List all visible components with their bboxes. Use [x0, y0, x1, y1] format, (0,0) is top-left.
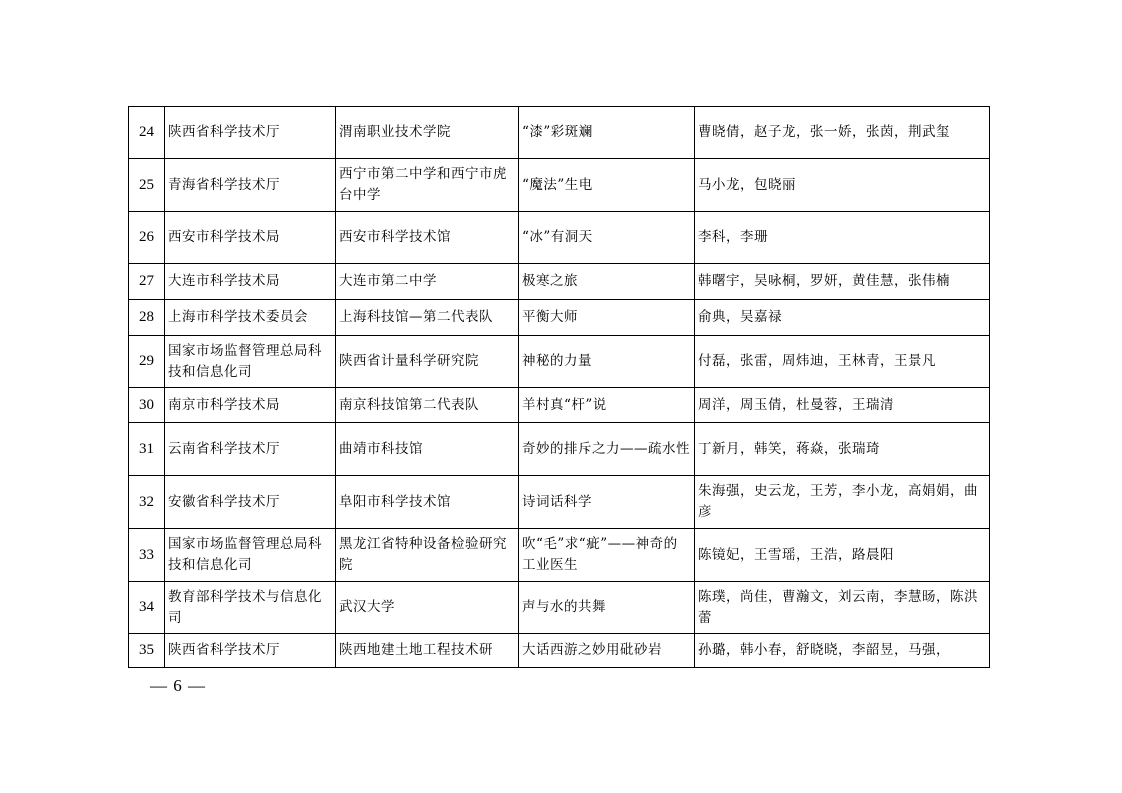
work-title-cell: 奇妙的排斥之力——疏水性	[519, 423, 695, 476]
work-title-cell: 平衡大师	[519, 300, 695, 336]
organization-cell: 南京科技馆第二代表队	[336, 388, 519, 423]
organization-cell: 陕西地建土地工程技术研	[336, 634, 519, 668]
table-row	[129, 388, 990, 423]
recommending-unit-cell: 国家市场监督管理总局科技和信息化司	[165, 336, 336, 388]
organization-cell: 上海科技馆—第二代表队	[336, 300, 519, 336]
recommending-unit-cell: 教育部科学技术与信息化司	[165, 582, 336, 634]
team-members-cell: 韩曙宇，吴咏桐，罗妍，黄佳慧，张伟楠	[695, 264, 990, 300]
team-members-cell: 俞典，吴嘉禄	[695, 300, 990, 336]
row-number: 32	[129, 476, 165, 529]
row-number: 33	[129, 529, 165, 582]
recommending-unit-cell: 安徽省科学技术厅	[165, 476, 336, 529]
work-title-cell: “漆”彩斑斓	[519, 107, 695, 159]
table-row	[129, 582, 990, 634]
work-title-cell: 羊村真“杆”说	[519, 388, 695, 423]
work-title-cell: 声与水的共舞	[519, 582, 695, 634]
table-row	[129, 212, 990, 264]
work-title-cell: 极寒之旅	[519, 264, 695, 300]
organization-cell: 渭南职业技术学院	[336, 107, 519, 159]
table-body	[129, 107, 990, 668]
table-row	[129, 336, 990, 388]
row-number: 34	[129, 582, 165, 634]
organization-cell: 西安市科学技术馆	[336, 212, 519, 264]
organization-cell: 黑龙江省特种设备检验研究院	[336, 529, 519, 582]
table-row	[129, 300, 990, 336]
recommending-unit-cell: 国家市场监督管理总局科技和信息化司	[165, 529, 336, 582]
team-members-cell: 孙璐，韩小春，舒晓晓，李韶昱，马强，	[695, 634, 990, 668]
recommending-unit-cell: 上海市科学技术委员会	[165, 300, 336, 336]
row-number: 25	[129, 159, 165, 212]
organization-cell: 曲靖市科技馆	[336, 423, 519, 476]
table-row	[129, 264, 990, 300]
recommending-unit-cell: 西安市科学技术局	[165, 212, 336, 264]
organization-cell: 阜阳市科学技术馆	[336, 476, 519, 529]
team-members-cell: 陈镜妃，王雪瑶，王浩，路晨阳	[695, 529, 990, 582]
organization-cell: 陕西省计量科学研究院	[336, 336, 519, 388]
table-row	[129, 107, 990, 159]
award-table	[128, 106, 990, 668]
page-number: — 6 —	[150, 676, 206, 695]
work-title-cell: 神秘的力量	[519, 336, 695, 388]
table-row	[129, 529, 990, 582]
team-members-cell: 付磊，张雷，周炜迪，王林青，王景凡	[695, 336, 990, 388]
work-title-cell: 大话西游之妙用砒砂岩	[519, 634, 695, 668]
team-members-cell: 丁新月，韩笑，蒋焱，张瑞琦	[695, 423, 990, 476]
recommending-unit-cell: 南京市科学技术局	[165, 388, 336, 423]
work-title-cell: 诗词话科学	[519, 476, 695, 529]
row-number: 28	[129, 300, 165, 336]
table-row	[129, 476, 990, 529]
team-members-cell: 李科，李珊	[695, 212, 990, 264]
row-number: 30	[129, 388, 165, 423]
team-members-cell: 朱海强，史云龙，王芳，李小龙，高娟娟，曲彦	[695, 476, 990, 529]
work-title-cell: 吹“毛”求“疵”——神奇的工业医生	[519, 529, 695, 582]
recommending-unit-cell: 青海省科学技术厅	[165, 159, 336, 212]
recommending-unit-cell: 陕西省科学技术厅	[165, 634, 336, 668]
recommending-unit-cell: 云南省科学技术厅	[165, 423, 336, 476]
team-members-cell: 陈璞，尚佳，曹瀚文，刘云南，李慧旸，陈洪蕾	[695, 582, 990, 634]
recommending-unit-cell: 大连市科学技术局	[165, 264, 336, 300]
team-members-cell: 曹晓倩，赵子龙，张一娇，张茵，荆武玺	[695, 107, 990, 159]
work-title-cell: “冰”有洞天	[519, 212, 695, 264]
row-number: 26	[129, 212, 165, 264]
organization-cell: 西宁市第二中学和西宁市虎台中学	[336, 159, 519, 212]
team-members-cell: 马小龙，包晓丽	[695, 159, 990, 212]
row-number: 29	[129, 336, 165, 388]
row-number: 27	[129, 264, 165, 300]
row-number: 24	[129, 107, 165, 159]
table-row	[129, 159, 990, 212]
row-number: 35	[129, 634, 165, 668]
table-row	[129, 634, 990, 668]
work-title-cell: “魔法”生电	[519, 159, 695, 212]
row-number: 31	[129, 423, 165, 476]
team-members-cell: 周洋，周玉倩，杜曼蓉，王瑞清	[695, 388, 990, 423]
table-row	[129, 423, 990, 476]
organization-cell: 武汉大学	[336, 582, 519, 634]
organization-cell: 大连市第二中学	[336, 264, 519, 300]
recommending-unit-cell: 陕西省科学技术厅	[165, 107, 336, 159]
